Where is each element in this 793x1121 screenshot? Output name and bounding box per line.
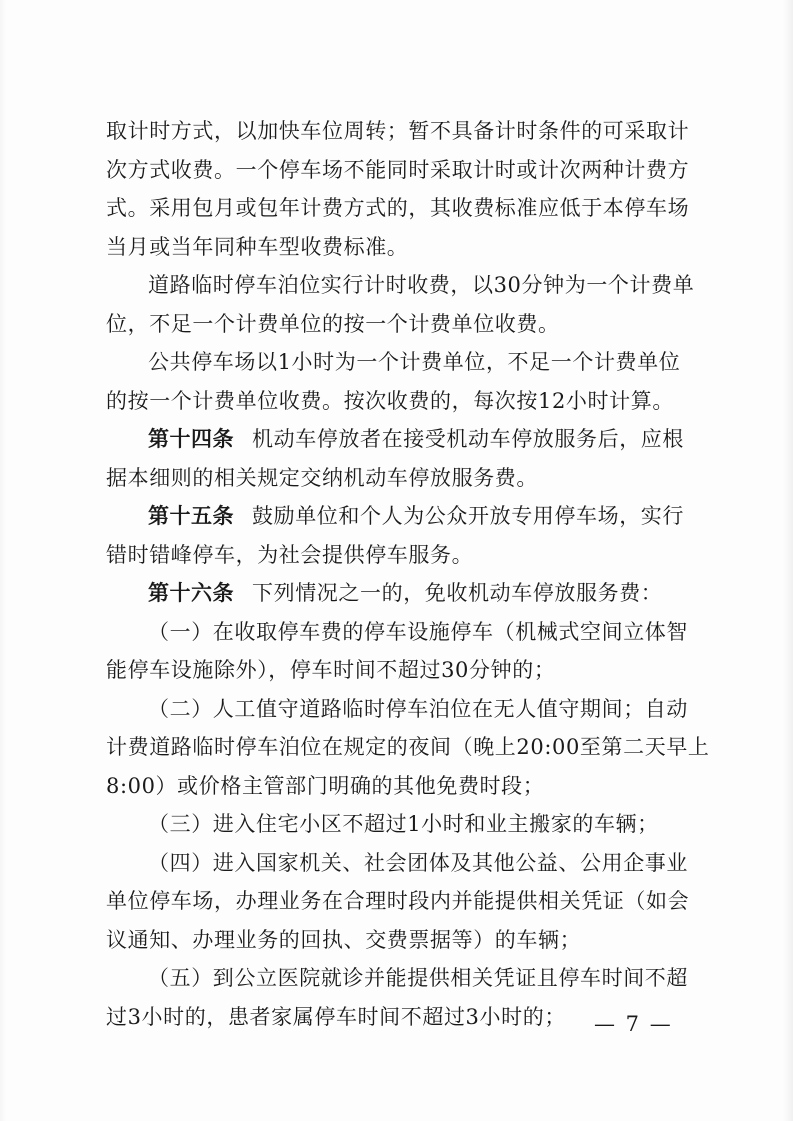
article-heading: 第十四条 xyxy=(148,427,234,451)
text-line: 能停车设施除外），停车时间不超过30分钟的； xyxy=(106,658,556,682)
text-line: 式。采用包月或包年计费方式的，其收费标准应低于本停车场 xyxy=(106,196,690,220)
article-text: 机动车停放者在接受机动车停放服务后，应根 xyxy=(252,427,684,451)
text-line: 公共停车场以1小时为一个计费单位，不足一个计费单位 xyxy=(148,350,681,374)
text-line: （三）进入住宅小区不超过1小时和业主搬家的车辆； xyxy=(148,812,659,836)
list-item-1 xyxy=(106,613,688,690)
document-body xyxy=(106,112,710,1036)
text-line: （五）到公立医院就诊并能提供相关凭证且停车时间不超 xyxy=(148,966,688,990)
page-right-edge xyxy=(783,0,793,1121)
article-text: 鼓励单位和个人为公众开放专用停车场，实行 xyxy=(252,504,684,528)
text-line: 8:00）或价格主管部门明确的其他免费时段； xyxy=(106,773,545,798)
text-line: 错时错峰停车，为社会提供停车服务。 xyxy=(106,542,474,567)
text-line: 单位停车场，办理业务在合理时段内并能提供相关凭证（如会 xyxy=(106,889,690,913)
text-line: 位，不足一个计费单位的按一个计费单位收费。 xyxy=(106,311,560,336)
article-heading: 第十六条 xyxy=(148,581,234,605)
text-line: 当月或当年同种车型收费标准。 xyxy=(106,234,409,259)
text-line: 过3小时的，患者家属停车时间不超过3小时的； xyxy=(106,1004,566,1029)
page-number: — 7 — xyxy=(594,1012,673,1036)
paragraph-road-parking-fee xyxy=(106,266,695,343)
text-line xyxy=(106,574,688,613)
text-line: 的按一个计费单位收费。按次收费的，每次按12小时计算。 xyxy=(106,388,674,413)
list-item-3 xyxy=(106,805,688,844)
text-line: 道路临时停车泊位实行计时收费，以30分钟为一个计费单 xyxy=(148,273,695,297)
article-14 xyxy=(106,420,688,497)
article-heading: 第十五条 xyxy=(148,504,234,528)
text-line: 计费道路临时停车泊位在规定的夜间（晚上20:00至第二天早上 xyxy=(106,735,710,759)
text-line: （四）进入国家机关、社会团体及其他公益、公用企事业 xyxy=(148,850,688,875)
text-line: （二）人工值守道路临时停车泊位在无人值守期间；自动 xyxy=(148,696,688,721)
text-line: （一）在收取停车费的停车设施停车（机械式空间立体智 xyxy=(148,619,688,644)
article-text: 下列情况之一的，免收机动车停放服务费： xyxy=(252,581,663,605)
list-item-2 xyxy=(106,690,710,806)
article-16 xyxy=(106,574,688,613)
text-line: 议通知、办理业务的回执、交费票据等）的车辆； xyxy=(106,927,582,952)
page-left-edge xyxy=(0,0,6,1121)
article-15 xyxy=(106,497,688,574)
text-line: 次方式收费。一个停车场不能同时采取计时或计次两种计费方 xyxy=(106,157,690,182)
paragraph-public-parking-fee xyxy=(106,343,688,420)
text-line xyxy=(106,420,688,459)
text-line: 据本细则的相关规定交纳机动车停放服务费。 xyxy=(106,465,538,490)
text-line: 取计时方式，以加快车位周转；暂不具备计时条件的可采取计 xyxy=(106,119,690,143)
paragraph-continuation xyxy=(106,112,688,266)
list-item-4 xyxy=(106,844,688,960)
text-line xyxy=(106,497,688,536)
